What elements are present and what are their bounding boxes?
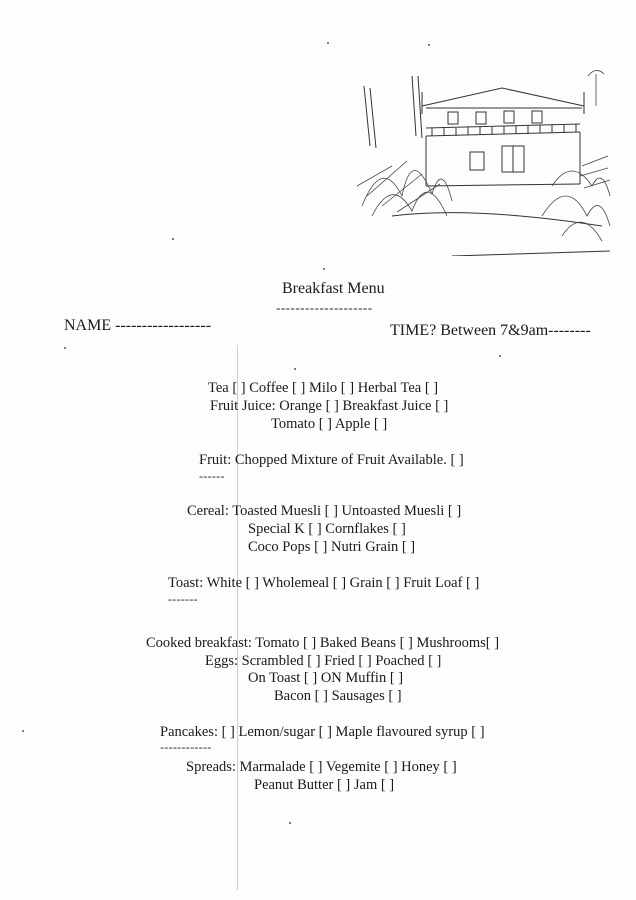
fruit-line[interactable]: Fruit: Chopped Mixture of Fruit Available. [ ] [199, 452, 464, 468]
toast-rule: ------- [168, 592, 199, 606]
cooked-line-1[interactable]: Cooked breakfast: Tomato [ ] Baked Beans [ ] Mushrooms[ ] [146, 635, 500, 651]
scan-speck [172, 238, 174, 240]
menu-title: Breakfast Menu [282, 280, 385, 297]
cooked-line-2[interactable]: Eggs: Scrambled [ ] Fried [ ] Poached [ ] [205, 653, 442, 669]
drinks-line-1[interactable]: Tea [ ] Coffee [ ] Milo [ ] Herbal Tea [ ] [208, 380, 439, 396]
title-underline: -------------------- [276, 300, 373, 315]
scan-speck [323, 268, 325, 270]
scan-speck [289, 822, 291, 824]
scan-speck [294, 368, 296, 370]
fruit-rule: ------ [199, 469, 225, 483]
toast-line[interactable]: Toast: White [ ] Wholemeal [ ] Grain [ ] Fruit Loaf [ ] [168, 575, 480, 591]
drinks-line-3[interactable]: Tomato [ ] Apple [ ] [271, 416, 388, 432]
cooked-line-4[interactable]: Bacon [ ] Sausages [ ] [274, 688, 402, 704]
name-field[interactable]: NAME ------------------ [64, 317, 212, 334]
scan-speck [428, 44, 430, 46]
pancakes-rule: ------------ [160, 740, 212, 754]
scan-speck [499, 355, 501, 357]
time-field[interactable]: TIME? Between 7&9am-------- [390, 322, 591, 339]
spreads-line-2[interactable]: Peanut Butter [ ] Jam [ ] [254, 777, 395, 793]
drinks-line-2[interactable]: Fruit Juice: Orange [ ] Breakfast Juice [ ] [210, 398, 449, 414]
lodge-illustration [352, 66, 614, 256]
scan-speck [64, 347, 66, 349]
cereal-line-3[interactable]: Coco Pops [ ] Nutri Grain [ ] [248, 539, 416, 555]
cereal-line-1[interactable]: Cereal: Toasted Muesli [ ] Untoasted Muesli [ ] [187, 503, 462, 519]
spreads-line-1[interactable]: Spreads: Marmalade [ ] Vegemite [ ] Honey [ ] [186, 759, 457, 775]
cooked-line-3[interactable]: On Toast [ ] ON Muffin [ ] [248, 670, 404, 686]
scan-speck [327, 42, 329, 44]
cereal-line-2[interactable]: Special K [ ] Cornflakes [ ] [248, 521, 406, 537]
scan-speck [22, 730, 24, 732]
pancakes-line[interactable]: Pancakes: [ ] Lemon/sugar [ ] Maple flavoured syrup [ ] [160, 724, 485, 740]
fold-line [237, 345, 238, 890]
